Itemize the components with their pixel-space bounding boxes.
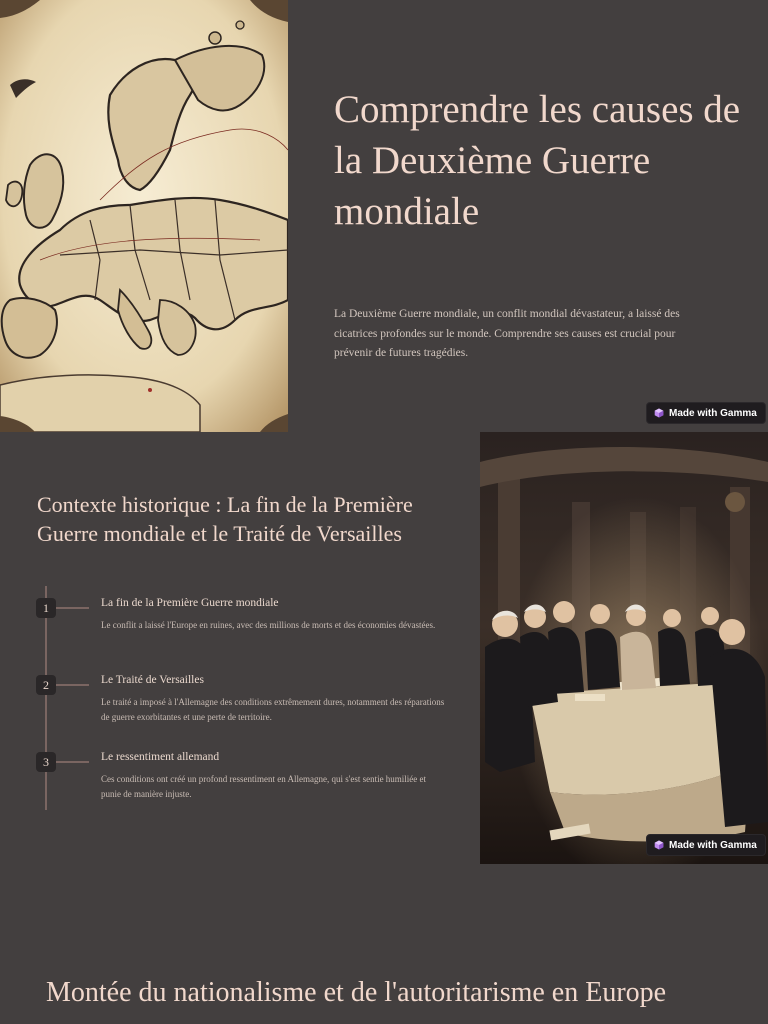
- made-with-gamma-badge[interactable]: [646, 834, 766, 856]
- gamma-logo-icon: [654, 840, 664, 850]
- made-with-gamma-badge[interactable]: [646, 402, 766, 424]
- timeline-item-description: Le traité a imposé à l'Allemagne des conditions extrêmement dures, notamment des réparations de guerre exorbitantes et une perte de territoire.: [101, 697, 445, 722]
- intro-paragraph: La Deuxième Guerre mondiale, un conflit mondial dévastateur, a laissé des cicatrices profondes sur le monde. Comprendre ses causes est crucial pour prévenir de futures tragédies.: [334, 308, 680, 359]
- timeline-number: 3: [36, 752, 56, 772]
- timeline-number: 2: [36, 675, 56, 695]
- slide-historical-context: [0, 432, 768, 864]
- slide-causes-intro: [0, 0, 768, 432]
- page-title: Comprendre les causes de la Deuxième Guerre mondiale: [334, 88, 741, 233]
- timeline-connector: [56, 607, 89, 609]
- europe-map-image: [0, 0, 288, 432]
- timeline-item-description: Le conflit a laissé l'Europe en ruines, avec des millions de morts et des économies dévastées.: [101, 620, 436, 630]
- timeline-item-description: Ces conditions ont créé un profond ressentiment en Allemagne, qui s'est sentie humiliée et punie de manière injuste.: [101, 774, 427, 799]
- timeline-item-title: Le Traité de Versailles: [101, 674, 204, 686]
- timeline-item-title: La fin de la Première Guerre mondiale: [101, 597, 279, 609]
- treaty-painting-image: [480, 432, 768, 864]
- timeline-connector: [56, 684, 89, 686]
- badge-label: Made with Gamma: [669, 407, 757, 419]
- gamma-logo-icon: [654, 408, 664, 418]
- next-section-title: Montée du nationalisme et de l'autoritarisme en Europe: [46, 977, 667, 1008]
- timeline-connector: [56, 761, 89, 763]
- timeline-number: 1: [36, 598, 56, 618]
- section-title: Contexte historique : La fin de la Première Guerre mondiale et le Traité de Versailles: [37, 492, 413, 546]
- badge-label: Made with Gamma: [669, 839, 757, 851]
- timeline-line: [45, 586, 47, 810]
- timeline-item-title: Le ressentiment allemand: [101, 751, 220, 763]
